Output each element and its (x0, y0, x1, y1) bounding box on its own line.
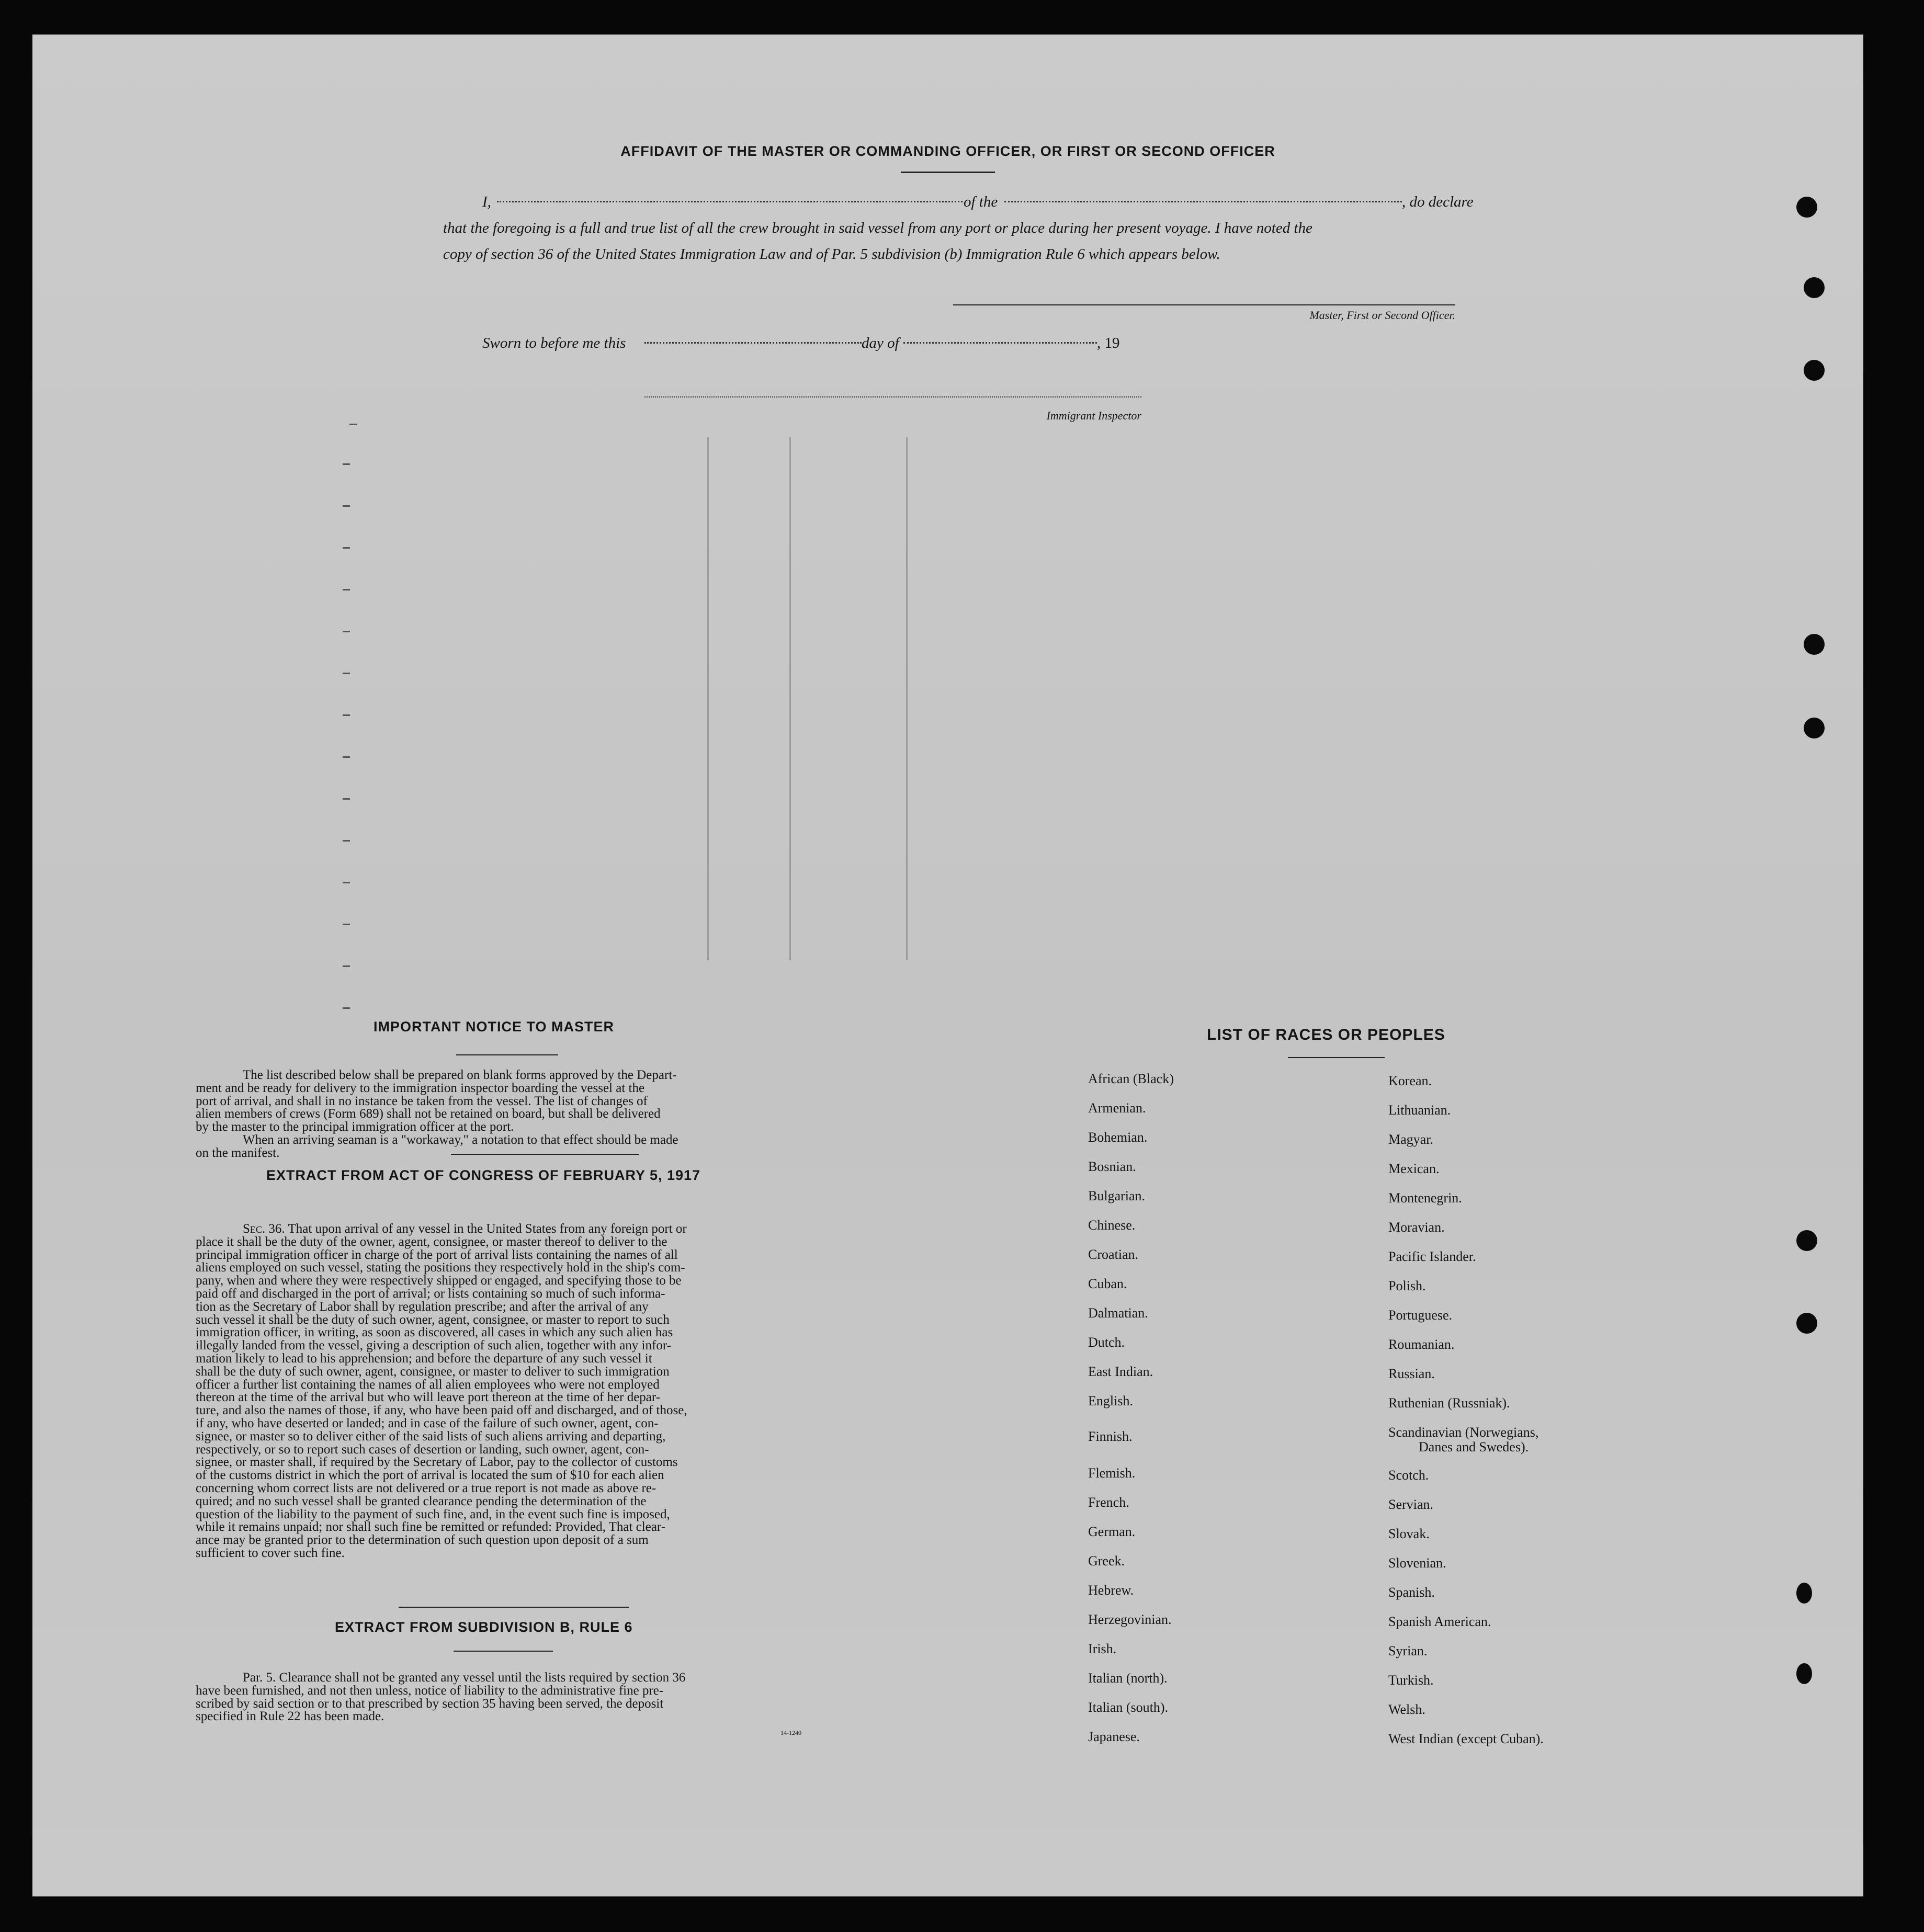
document-page (32, 35, 1863, 1896)
races-divider (1288, 1057, 1385, 1058)
race-item: Herzegovinian. (1088, 1612, 1172, 1627)
congress-line: paid off and discharged in the port of arrival; or lists containing so much of such informa- (196, 1286, 665, 1301)
congress-line: ance may be granted prior to the determination of such question upon deposit of a sum (196, 1533, 649, 1548)
race-item: Dalmatian. (1088, 1305, 1148, 1321)
race-item: Greek. (1088, 1553, 1125, 1569)
race-item: Japanese. (1088, 1729, 1140, 1744)
day-of-label: day of (862, 335, 899, 351)
race-item: African (Black) (1088, 1071, 1174, 1086)
race-item: Moravian. (1388, 1220, 1445, 1235)
race-item: Bosnian. (1088, 1159, 1136, 1174)
margin-dash (343, 798, 350, 800)
race-item: East Indian. (1088, 1364, 1153, 1379)
congress-body (196, 1223, 840, 1560)
race-item: Bulgarian. (1088, 1188, 1146, 1203)
race-item: Polish. (1388, 1278, 1426, 1293)
margin-dash (343, 673, 350, 674)
race-item: Servian. (1388, 1497, 1433, 1512)
margin-dash (343, 631, 350, 632)
punch-hole-icon (1796, 1663, 1812, 1684)
notice-line: alien members of crews (Form 689) shall not be retained on board, but shall be delivered (196, 1107, 661, 1121)
congress-line: shall be the duty of such owner, agent, consignee, or master to deliver to such immigration (196, 1364, 670, 1379)
congress-line: sufficient to cover such fine. (196, 1545, 345, 1560)
rule6-divider (454, 1651, 553, 1652)
congress-line: immigration officer, in writing, as soon as discovered, all cases in which any such alien has (196, 1325, 673, 1340)
inspector-signature-line[interactable] (644, 396, 1141, 397)
affidavit-of-the-label: of the (964, 194, 998, 210)
margin-dash (343, 505, 350, 507)
congress-line: tion as the Secretary of Labor shall by regulation prescribe; and after the arrival of any (196, 1299, 649, 1314)
margin-dash (343, 463, 350, 465)
rule6-line: scribed by said section or to that prescribed by section 35 having been served, the deposit (196, 1696, 664, 1711)
notice-line: on the manifest. (196, 1145, 280, 1160)
race-item: Roumanian. (1388, 1337, 1455, 1352)
congress-line: while it remains unpaid; nor shall such fine be remitted or refunded: Provided, That clear- (196, 1520, 666, 1535)
punch-hole-icon (1804, 360, 1825, 381)
race-item: Cuban. (1088, 1276, 1127, 1291)
master-signature-line[interactable] (953, 304, 1455, 305)
margin-dash (343, 840, 350, 842)
congress-line: mation likely to lead to his apprehension; and before the departure of any such vessel it (196, 1351, 652, 1366)
punch-hole-icon (1804, 634, 1825, 655)
race-item: West Indian (except Cuban). (1388, 1731, 1544, 1746)
race-item: Turkish. (1388, 1673, 1434, 1688)
congress-title: EXTRACT FROM ACT OF CONGRESS OF FEBRUARY 5, 1917 (266, 1167, 701, 1183)
rule6-title: EXTRACT FROM SUBDIVISION B, RULE 6 (335, 1619, 633, 1635)
race-item: Finnish. (1088, 1429, 1133, 1444)
race-item: Chinese. (1088, 1218, 1136, 1233)
race-item: Armenian. (1088, 1100, 1146, 1116)
race-item: Italian (south). (1088, 1700, 1169, 1715)
sworn-label: Sworn to before me this (482, 335, 626, 351)
sworn-month-field[interactable] (903, 342, 1097, 344)
margin-dash (343, 714, 350, 716)
congress-line: if any, who have deserted or landed; and in case of the failure of such owner, agent, con- (196, 1416, 659, 1430)
congress-line: concerning whom correct lists are not delivered or a true report is not made as above re- (196, 1481, 657, 1495)
margin-dash (343, 924, 350, 925)
notice-divider (456, 1054, 558, 1055)
rule6-body (196, 1672, 840, 1723)
race-item: Hebrew. (1088, 1583, 1134, 1598)
margin-dash (343, 882, 350, 883)
congress-line: signee, or master shall, if required by the Secretary of Labor, pay to the collector of customs (196, 1455, 678, 1470)
title-divider (901, 172, 995, 173)
ghost-column-line (707, 437, 709, 960)
congress-line: principal immigration officer in charge of the port of arrival lists containing the names of all (196, 1247, 678, 1262)
affidavit-line-2: that the foregoing is a full and true list of all the crew brought in said vessel from any port or place during her present voyage. I have noted the (443, 220, 1312, 236)
race-item: Croatian. (1088, 1247, 1139, 1262)
sworn-day-field[interactable] (644, 342, 862, 344)
race-item: Russian. (1388, 1366, 1435, 1381)
race-item: Spanish American. (1388, 1614, 1491, 1629)
congress-line: ture, and also the names of those, if any, who have been paid off and discharged, and of those, (196, 1403, 687, 1418)
master-signature-caption: Master, First or Second Officer. (1309, 309, 1455, 322)
congress-line: quired; and no such vessel shall be granted clearance pending the determination of the (196, 1494, 647, 1508)
affidavit-i-label: I, (482, 194, 491, 210)
race-item: Magyar. (1388, 1132, 1433, 1147)
congress-line: question of the liability to the payment of such fine, and, in the event such fine is imposed, (196, 1507, 670, 1521)
race-item: Slovak. (1388, 1526, 1430, 1541)
congress-line: That upon arrival of any vessel in the United States from any foreign port or (285, 1222, 687, 1236)
congress-line: pany, when and where they were respectively shipped or engaged, and specifying those to be (196, 1274, 682, 1288)
margin-dash (343, 547, 350, 549)
race-item: German. (1088, 1524, 1136, 1539)
race-item: Korean. (1388, 1073, 1432, 1088)
notice-line: port of arrival, and shall in no instance be taken from the vessel. The list of changes of (196, 1094, 648, 1108)
race-item: Mexican. (1388, 1161, 1440, 1176)
race-item: Irish. (1088, 1641, 1117, 1656)
race-item: Scandinavian (Norwegians, (1388, 1425, 1539, 1440)
race-item: Ruthenian (Russniak). (1388, 1395, 1510, 1411)
congress-top-divider (451, 1154, 639, 1155)
congress-line: illegally landed from the vessel, giving a description of such alien, together with any infor- (196, 1338, 671, 1353)
race-item: Syrian. (1388, 1643, 1428, 1658)
ghost-column-line (789, 437, 791, 960)
rule6-top-divider (399, 1607, 629, 1608)
rule6-line: specified in Rule 22 has been made. (196, 1709, 384, 1724)
inspector-caption: Immigrant Inspector (1046, 409, 1141, 422)
affidavit-declare-label: , do declare (1402, 194, 1474, 210)
vessel-name-field[interactable] (1004, 201, 1402, 202)
race-item: Italian (north). (1088, 1670, 1168, 1686)
notice-line: ment and be ready for delivery to the immigration inspector boarding the vessel at the (196, 1081, 645, 1095)
congress-line: such vessel it shall be the duty of such owner, agent, consignee, or master to report to such (196, 1312, 670, 1327)
race-item-continuation: Danes and Swedes). (1419, 1439, 1529, 1454)
punch-hole-icon (1804, 277, 1825, 298)
form-number: 14-1240 (780, 1729, 801, 1736)
race-item: Spanish. (1388, 1585, 1435, 1600)
margin-dash (343, 1007, 350, 1009)
congress-line: signee, or master so to deliver either of the said lists of such aliens arriving and departing, (196, 1429, 666, 1444)
punch-hole-icon (1804, 718, 1825, 738)
race-item: Lithuanian. (1388, 1103, 1451, 1118)
race-item: Welsh. (1388, 1702, 1425, 1717)
punch-hole-icon (1796, 197, 1817, 218)
congress-line: aliens employed on such vessel, stating the positions they respectively hold in the ship's com- (196, 1260, 685, 1275)
rule6-line: have been furnished, and not then unless, notice of liability to the administrative fine pre- (196, 1683, 664, 1698)
affidavit-title: AFFIDAVIT OF THE MASTER OR COMMANDING OFFICER, OR FIRST OR SECOND OFFICER (620, 143, 1275, 159)
race-item: Flemish. (1088, 1465, 1136, 1481)
ghost-column-line (906, 437, 908, 960)
race-item: Slovenian. (1388, 1555, 1446, 1571)
race-item: Scotch. (1388, 1468, 1429, 1483)
congress-line: of the customs district in which the port of arrival is located the sum of $10 for each alien (196, 1468, 664, 1483)
notice-title: IMPORTANT NOTICE TO MASTER (374, 1019, 614, 1035)
congress-line: respectively, or so to report such cases of desertion or landing, such owner, agent, con- (196, 1442, 649, 1457)
margin-dash (343, 756, 350, 758)
section-label: Sec. 36. (243, 1222, 285, 1236)
race-item: Pacific Islander. (1388, 1249, 1476, 1264)
notice-line: The list described below shall be prepared on blank forms approved by the Depart- (243, 1068, 677, 1082)
congress-line: place it shall be the duty of the owner, agent, consignee, or master thereof to deliver to the (196, 1234, 667, 1249)
punch-hole-icon (1796, 1230, 1817, 1251)
year-label: , 19 (1097, 335, 1120, 351)
congress-line: thereon at the time of the arrival but who will leave port thereon at the time of her depar- (196, 1390, 661, 1405)
races-title: LIST OF RACES OR PEOPLES (1207, 1026, 1445, 1043)
master-name-field[interactable] (497, 201, 963, 202)
race-item: French. (1088, 1495, 1129, 1510)
notice-line: When an arriving seaman is a "workaway," a notation to that effect should be made (243, 1132, 678, 1147)
notice-line: by the master to the principal immigration officer at the port. (196, 1120, 514, 1134)
race-item: Dutch. (1088, 1335, 1125, 1350)
race-item: English. (1088, 1393, 1133, 1408)
notice-body (196, 1069, 840, 1160)
congress-line: officer a further list containing the names of all alien employees who were not employed (196, 1377, 660, 1392)
margin-dash (343, 589, 350, 590)
margin-dash (349, 424, 357, 425)
affidavit-line-3: copy of section 36 of the United States Immigration Law and of Par. 5 subdivision (b) Immigration Rule 6 which appears below. (443, 246, 1220, 263)
punch-hole-icon (1796, 1313, 1817, 1334)
rule6-line: Par. 5. Clearance shall not be granted any vessel until the lists required by section 36 (243, 1670, 686, 1685)
race-item: Bohemian. (1088, 1130, 1148, 1145)
margin-dash (343, 965, 350, 967)
punch-hole-icon (1796, 1583, 1812, 1604)
race-item: Montenegrin. (1388, 1190, 1462, 1206)
race-item: Portuguese. (1388, 1308, 1453, 1323)
